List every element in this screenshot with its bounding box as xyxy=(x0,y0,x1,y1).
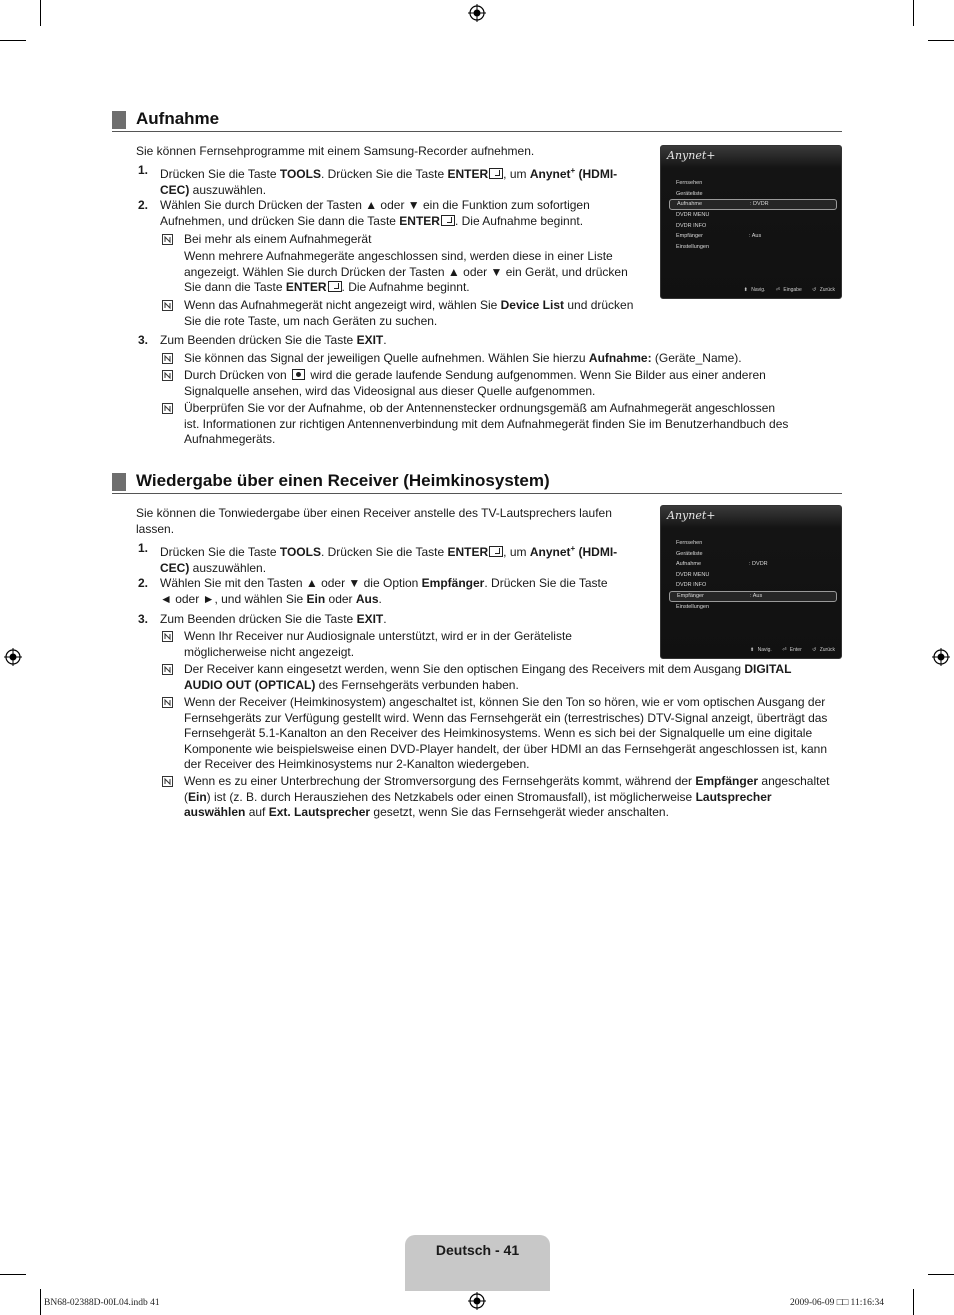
menu-list xyxy=(669,178,837,252)
anynet-logo: Anynet+ xyxy=(667,509,716,522)
anynet-menu-screen xyxy=(660,505,842,659)
navigate-icon: ⬍ xyxy=(750,646,755,653)
crop-mark xyxy=(0,1274,26,1275)
note-text: Der Receiver kann eingesetzt werden, wenn Sie den optischen Eingang des Receivers mit dem Ausgang DIGITAL AUDIO OUT (OPTICAL) des Fernsehgeräts verbunden haben. xyxy=(184,662,792,692)
menu-item: DVDR INFO xyxy=(676,582,707,588)
step-number: 2. xyxy=(138,198,149,212)
note-icon xyxy=(162,664,173,675)
menu-footer: ⬍ Navig. ⏎ Eingabe ↺ Zurück xyxy=(743,286,835,293)
note-detail-text: Wenn mehrere Aufnahmegeräte angeschlossen sind, werden diese in einer Liste angezeigt. Wählen Sie durch Drücken der Tasten ▲ oder ▼ ein Gerät, und drücken Sie dann die Taste ENTER . Die Aufnahme beginnt. xyxy=(184,249,628,294)
anynet-menu-screen xyxy=(660,145,842,299)
heading-bar xyxy=(112,473,126,491)
step-number: 1. xyxy=(138,541,149,555)
note-text: Wenn das Aufnahmegerät nicht angezeigt wird, wählen Sie Device List und drücken Sie die rote Taste, um nach Geräten zu suchen. xyxy=(184,298,634,328)
note-icon xyxy=(162,631,173,642)
anynet-logo: Anynet+ xyxy=(667,149,716,162)
menu-item: Fernsehen xyxy=(676,180,703,186)
registration-mark-icon xyxy=(4,648,22,666)
note-icon xyxy=(162,776,173,787)
menu-list xyxy=(669,538,837,612)
enter-icon xyxy=(441,215,455,226)
section-title: Wiedergabe über einen Receiver (Heimkinosystem) xyxy=(136,471,550,490)
step-2-text: Wählen Sie durch Drücken der Tasten ▲ oder ▼ ein die Funktion zum sofortigen Aufnehmen, und drücken Sie dann die Taste ENTER . Die Aufnahme beginnt. xyxy=(160,198,590,228)
note-text: Wenn es zu einer Unterbrechung der Stromversorgung des Fernsehgeräts kommt, während der Empfänger angeschaltet (Ein) ist (z. B. durch Herausziehen des Netzkabels oder einen Stromausfall), ist möglicherweise Lautsprecher auswählen auf Ext. Lautsprecher gesetzt, wenn Sie das Fernsehgerät wieder anschalten. xyxy=(184,774,830,819)
note-icon xyxy=(162,697,173,708)
step-2-text: Wählen Sie mit den Tasten ▲ oder ▼ die Option Empfänger. Drücken Sie die Taste ◄ oder ►, und wählen Sie Ein oder Aus. xyxy=(160,576,608,606)
step-3-text: Zum Beenden drücken Sie die Taste EXIT. xyxy=(160,612,387,626)
note-icon xyxy=(162,300,173,311)
menu-item-selected: Aufnahme : DVDR xyxy=(669,199,837,210)
menu-item: Empfänger : Aus xyxy=(676,233,762,239)
menu-item: Fernsehen xyxy=(676,540,703,546)
note-icon xyxy=(162,370,173,381)
enter-icon xyxy=(489,546,503,557)
menu-item: DVDR MENU xyxy=(676,571,710,578)
crop-mark xyxy=(913,1289,914,1315)
note-text: Sie können das Signal der jeweiligen Quelle aufnehmen. Wählen Sie hierzu Aufnahme: (Geräte_Name). xyxy=(184,351,742,365)
step-1-text: Drücken Sie die Taste TOOLS. Drücken Sie die Taste ENTER , um Anynet+ (HDMI- CEC) auszuwählen. xyxy=(160,544,618,575)
crop-mark xyxy=(928,1274,954,1275)
return-icon: ↺ xyxy=(812,286,817,293)
heading-bar xyxy=(112,111,126,129)
note-text: Bei mehr als einem Aufnahmegerät xyxy=(184,232,372,246)
registration-mark-icon xyxy=(468,4,486,22)
section-heading-aufnahme xyxy=(112,109,842,132)
intro-text: Sie können die Tonwiedergabe über einen Receiver anstelle des TV-Lautsprechers laufen lassen. xyxy=(136,506,612,536)
note-text: Wenn Ihr Receiver nur Audiosignale unterstützt, wird er in der Geräteliste möglicherweise nicht angezeigt. xyxy=(184,629,572,659)
section-heading-receiver xyxy=(112,471,842,494)
note-icon xyxy=(162,403,173,414)
return-icon: ↺ xyxy=(812,646,817,653)
crop-mark xyxy=(0,40,26,41)
enter-icon: ⏎ xyxy=(782,646,787,653)
menu-item: Einstellungen xyxy=(676,603,710,610)
note-icon xyxy=(162,353,173,364)
menu-item-selected: Empfänger : Aus xyxy=(669,591,837,602)
note-text: Wenn der Receiver (Heimkinosystem) angeschaltet ist, können Sie den Ton so hören, wie er vom optischen Ausgang der Fernsehgeräts zur Verfügung gestellt wird. Wenn das Fernsehgerät ein (terrestrisches) DTV-Signal anzeigt, überträgt das Fernsehgerät 5.1-Kanalton an den Receiver des Heimkinosystems. Wenn es sich bei der Signalquelle um eine digitale Komponente wie beispielsweise einen DVD-Player handelt, der über HDMI an das Fernsehgerät angeschlossen ist, kann der Receiver des Heimkinosystems nur 2-Kanalton wiedergeben. xyxy=(184,695,828,771)
step-1-text: Drücken Sie die Taste TOOLS. Drücken Sie die Taste ENTER , um Anynet+ (HDMI- CEC) auszuwählen. xyxy=(160,166,618,197)
note-icon xyxy=(162,234,173,245)
crop-mark xyxy=(40,0,41,26)
enter-icon xyxy=(328,281,342,292)
record-button-icon xyxy=(292,369,305,380)
menu-item: Aufnahme : DVDR xyxy=(676,561,768,567)
navigate-icon: ⬍ xyxy=(743,286,748,293)
registration-mark-icon xyxy=(932,648,950,666)
step-number: 3. xyxy=(138,333,149,347)
registration-mark-icon xyxy=(468,1292,486,1310)
crop-mark xyxy=(928,40,954,41)
section-title: Aufnahme xyxy=(136,109,220,128)
page-number: Deutsch - 41 xyxy=(435,1242,520,1258)
enter-icon: ⏎ xyxy=(775,286,780,293)
page-number-tab xyxy=(405,1235,550,1291)
print-slug-right: 2009-06-09 □□ 11:16:34 xyxy=(790,1298,884,1308)
crop-mark xyxy=(40,1289,41,1315)
menu-footer: ⬍ Navig. ⏎ Enter ↺ Zurück xyxy=(750,646,835,653)
crop-mark xyxy=(913,0,914,26)
step-number: 1. xyxy=(138,163,149,177)
menu-item: DVDR INFO xyxy=(676,222,707,229)
step-3-text: Zum Beenden drücken Sie die Taste EXIT. xyxy=(160,333,387,347)
print-slug-left: BN68-02388D-00L04.indb 41 xyxy=(44,1298,160,1308)
enter-icon xyxy=(489,168,503,179)
menu-item: Geräteliste xyxy=(676,550,703,557)
note-text: Durch Drücken von wird die gerade laufende Sendung aufgenommen. Wenn Sie Bilder aus einer anderen Signalquelle ansehen, wird das Videosignal aus dieser Quelle aufgenommen. xyxy=(184,368,766,398)
menu-item: Geräteliste xyxy=(676,190,703,197)
menu-item: DVDR MENU xyxy=(676,212,710,218)
step-number: 2. xyxy=(138,576,149,590)
intro-text: Sie können Fernsehprogramme mit einem Samsung-Recorder aufnehmen. xyxy=(136,144,535,158)
step-number: 3. xyxy=(138,612,149,626)
menu-item: Einstellungen xyxy=(676,243,710,250)
note-text: Überprüfen Sie vor der Aufnahme, ob der Antennenstecker ordnungsgemäß am Aufnahmegerät angeschlossen ist. Informationen zur richtigen Antennenverbindung mit dem Aufnahmegerät finden Sie im Benutzerhandbuch des Aufnahmegeräts. xyxy=(184,401,789,446)
